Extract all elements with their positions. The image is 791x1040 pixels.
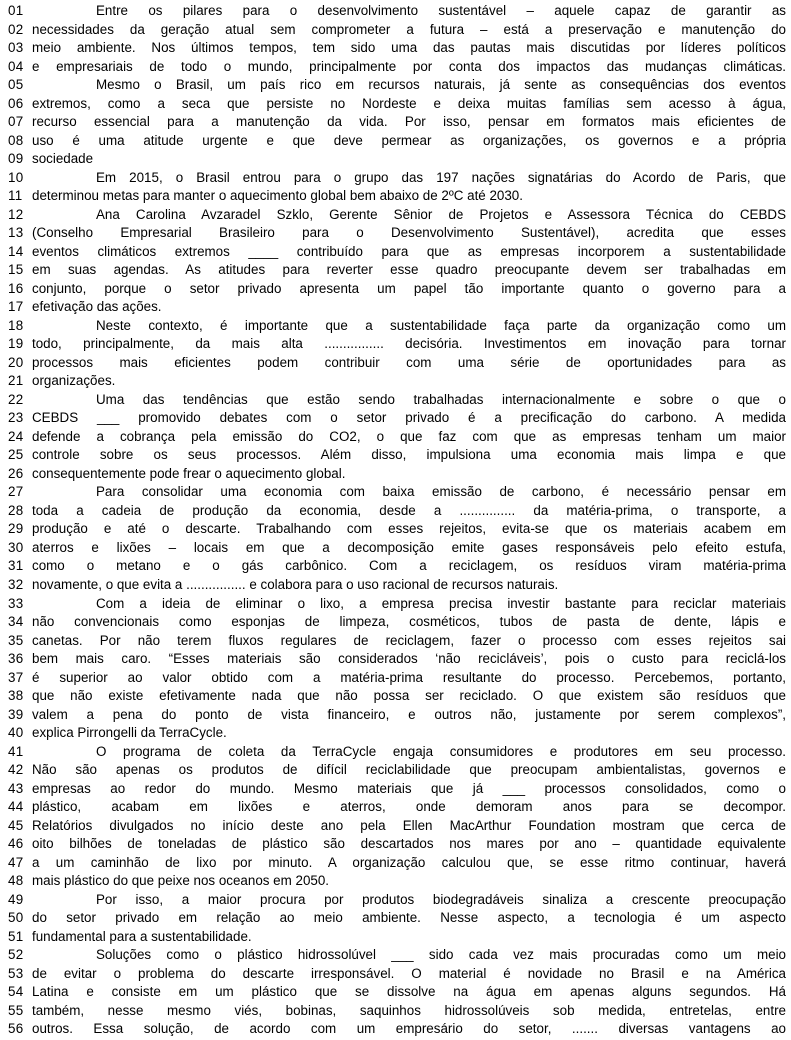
line-text: Não são apenas os produtos de difícil reciclabilidade que preocupam ambientalistas, governos e: [32, 762, 786, 778]
line-number: 47: [8, 854, 24, 870]
line-text: como o metano e o gás carbônico. Com a reciclagem, os resíduos viram matéria-prima: [32, 558, 786, 574]
text-line: [0, 206, 791, 225]
text-line: [0, 706, 791, 725]
line-text: Com a ideia de eliminar o lixo, a empresa precisa investir bastante para reciclar materiais: [96, 595, 786, 611]
text-line: [0, 298, 791, 317]
line-number: 01: [8, 3, 24, 18]
line-text: Entre os pilares para o desenvolvimento sustentável – aquele capaz de garantir as: [96, 3, 786, 18]
text-line: [0, 465, 791, 484]
line-number: 44: [8, 799, 24, 815]
text-line: [0, 169, 791, 188]
text-line: [0, 909, 791, 928]
line-text: produção e até o descarte. Trabalhando com esses rejeitos, evita-se que os materiais acabem em: [32, 521, 786, 537]
text-line: [0, 39, 791, 58]
line-number: 21: [8, 373, 24, 389]
text-line: [0, 21, 791, 40]
text-line: [0, 539, 791, 558]
text-line: [0, 335, 791, 354]
text-lines: [0, 2, 791, 1039]
line-text: explica Pirrongelli da TerraCycle.: [32, 725, 227, 741]
line-text: uso é uma atitude urgente e que deve permear as organizações, os governos e a própria: [32, 132, 786, 148]
line-text: Neste contexto, é importante que a sustentabilidade faça parte da organização como um: [96, 317, 786, 333]
line-text: não convencionais como esponjas de limpeza, cosméticos, tubos de pasta de dente, lápis e: [32, 614, 786, 630]
line-text: Mesmo o Brasil, um país rico em recursos naturais, já sente as consequências dos eventos: [96, 77, 786, 93]
line-number: 52: [8, 947, 24, 963]
line-number: 15: [8, 262, 24, 278]
text-line: [0, 891, 791, 910]
text-line: [0, 372, 791, 391]
line-text: mais plástico do que peixe nos oceanos em 2050.: [32, 873, 330, 889]
text-line: [0, 965, 791, 984]
line-number: 49: [8, 891, 24, 907]
line-text: novamente, o que evita a ................ e colabora para o uso racional de recursos naturais.: [32, 576, 559, 592]
text-line: [0, 132, 791, 151]
line-number: 41: [8, 743, 24, 759]
text-line: [0, 983, 791, 1002]
line-number: 45: [8, 817, 24, 833]
line-text: Ana Carolina Avzaradel Szklo, Gerente Sênior de Projetos e Assessora Técnica do CEBDS: [96, 206, 786, 222]
text-line: [0, 58, 791, 77]
text-line: [0, 613, 791, 632]
line-text: sociedade: [32, 151, 94, 167]
line-number: 27: [8, 484, 24, 500]
line-text: efetivação das ações.: [32, 299, 162, 315]
line-number: 39: [8, 706, 24, 722]
text-line: [0, 724, 791, 743]
text-line: [0, 502, 791, 521]
line-text: aterros e lixões – locais em que a decomposição emite gases responsáveis pelo efeito estufa,: [32, 539, 786, 555]
text-line: [0, 520, 791, 539]
text-line: [0, 224, 791, 243]
text-line: [0, 669, 791, 688]
line-number: 09: [8, 151, 24, 167]
text-line: [0, 409, 791, 428]
line-number: 32: [8, 576, 24, 592]
line-text: e empresariais de todo o mundo, principalmente por conta dos impactos das mudanças climáticas.: [32, 58, 786, 74]
line-text: fundamental para a sustentabilidade.: [32, 928, 252, 944]
text-line: [0, 1002, 791, 1021]
line-number: 29: [8, 521, 24, 537]
line-text: organizações.: [32, 373, 116, 389]
line-text: todo, principalmente, da mais alta ................ decisória. Investimentos em inovação para tornar: [32, 336, 786, 352]
line-text: meio ambiente. Nos últimos tempos, tem sido uma das pautas mais discutidas por líderes políticos: [32, 40, 786, 56]
line-text: Em 2015, o Brasil entrou para o grupo das 197 nações signatárias do Acordo de Paris, que: [96, 169, 786, 185]
text-line: [0, 113, 791, 132]
line-number: 04: [8, 58, 24, 74]
line-number: 03: [8, 40, 24, 56]
line-text: empresas ao redor do mundo. Mesmo materiais que já ___ processos consolidados, como o: [32, 780, 786, 796]
text-line: [0, 798, 791, 817]
line-number: 16: [8, 280, 24, 296]
text-line: [0, 280, 791, 299]
line-number: 12: [8, 206, 24, 222]
line-number: 54: [8, 984, 24, 1000]
line-text: Por isso, a maior procura por produtos biodegradáveis sinaliza a crescente preocupação: [96, 891, 786, 907]
line-text: em suas agendas. As atitudes para reverter esse quadro preocupante devem ser trabalhadas em: [32, 262, 786, 278]
line-number: 19: [8, 336, 24, 352]
text-line: [0, 687, 791, 706]
line-text: oito bilhões de toneladas de plástico são descartados nos mares por ano – quantidade equivalente: [32, 836, 786, 852]
line-text: é superior ao valor obtido com a matéria-prima resultante do processo. Percebemos, portanto,: [32, 669, 786, 685]
line-number: 38: [8, 688, 24, 704]
text-line: [0, 928, 791, 947]
line-text: Uma das tendências que estão sendo trabalhadas internacionalmente e sobre o que o: [96, 391, 786, 407]
line-text: (Conselho Empresarial Brasileiro para o Desenvolvimento Sustentável), acredita que esses: [32, 225, 786, 241]
line-number: 13: [8, 225, 24, 241]
line-text: canetas. Por não terem fluxos regulares de reciclagem, fazer o processo com esses rejeitos sai: [32, 632, 786, 648]
line-text: também, nesse mesmo viés, bobinas, saquinhos hidrossolúveis sob medida, entretelas, entre: [32, 1002, 786, 1018]
text-line: [0, 243, 791, 262]
text-line: [0, 261, 791, 280]
line-number: 26: [8, 465, 24, 481]
line-number: 31: [8, 558, 24, 574]
line-text: Relatórios divulgados no início deste ano pela Ellen MacArthur Foundation mostram que cerca de: [32, 817, 786, 833]
line-number: 55: [8, 1002, 24, 1018]
line-number: 50: [8, 910, 24, 926]
text-line: [0, 391, 791, 410]
line-text: Latina e consiste em um plástico que se dissolve na água em apenas alguns segundos. Há: [32, 984, 786, 1000]
line-text: toda a cadeia de produção da economia, desde a ............... da matéria-prima, o transporte, a: [32, 502, 786, 518]
line-number: 07: [8, 114, 24, 130]
line-text: valem a pena do ponto de vista financeiro, e outros não, justamente por serem complexos”,: [32, 706, 786, 722]
line-text: consequentemente pode frear o aquecimento global.: [32, 465, 346, 481]
text-line: [0, 2, 791, 21]
text-line: [0, 650, 791, 669]
text-line: [0, 95, 791, 114]
line-text: processos mais eficientes podem contribuir com uma série de oportunidades para as: [32, 354, 786, 370]
text-line: [0, 854, 791, 873]
line-number: 43: [8, 780, 24, 796]
line-number: 14: [8, 243, 24, 259]
line-text: plástico, acabam em lixões e aterros, onde demoram anos para se decompor.: [32, 799, 786, 815]
line-number: 51: [8, 928, 24, 944]
line-text: defende a cobrança pela emissão do CO2, o que faz com que as empresas tenham um maior: [32, 428, 786, 444]
text-line: [0, 835, 791, 854]
line-number: 25: [8, 447, 24, 463]
line-text: determinou metas para manter o aquecimento global bem abaixo de 2ºC até 2030.: [32, 188, 523, 204]
text-line: [0, 946, 791, 965]
line-number: 08: [8, 132, 24, 148]
line-text: extremos, como a seca que persiste no Nordeste e deixa muitas famílias sem acesso à água,: [32, 95, 786, 111]
line-text: O programa de coleta da TerraCycle engaja consumidores e produtores em seu processo.: [96, 743, 786, 759]
text-line: [0, 150, 791, 169]
text-line: [0, 780, 791, 799]
text-line: [0, 187, 791, 206]
line-text: conjunto, porque o setor privado apresenta um papel tão importante quanto o governo para a: [32, 280, 786, 296]
text-line: [0, 354, 791, 373]
line-text: de evitar o problema do descarte irresponsável. O material é novidade no Brasil e na América: [32, 965, 786, 981]
line-text: Soluções como o plástico hidrossolúvel ___ sido cada vez mais procuradas como um meio: [96, 947, 786, 963]
line-text: que não existe efetivamente nada que não possa ser reciclado. O que existem são resíduos que: [32, 688, 786, 704]
line-number: 53: [8, 965, 24, 981]
line-text: CEBDS ___ promovido debates com o setor privado é a precificação do carbono. A medida: [32, 410, 786, 426]
line-number: 24: [8, 428, 24, 444]
text-line: [0, 576, 791, 595]
line-text: necessidades da geração atual sem comprometer a futura – está a preservação e manutenção do: [32, 21, 786, 37]
text-line: [0, 1020, 791, 1039]
line-text: Para consolidar uma economia com baixa emissão de carbono, é necessário pensar em: [96, 484, 786, 500]
line-number: 10: [8, 169, 24, 185]
line-number: 36: [8, 651, 24, 667]
text-line: [0, 872, 791, 891]
line-text: outros. Essa solução, de acordo com um empresário do setor, ....... diversas vantagens ao: [32, 1021, 786, 1037]
line-number: 34: [8, 614, 24, 630]
line-number: 30: [8, 539, 24, 555]
line-text: a um caminhão de lixo por minuto. A organização calculou que, se esse ritmo continuar, haverá: [32, 854, 786, 870]
line-number: 02: [8, 21, 24, 37]
line-text: recurso essencial para a manutenção da vida. Por isso, pensar em formatos mais eficientes de: [32, 114, 786, 130]
text-line: [0, 317, 791, 336]
text-line: [0, 632, 791, 651]
line-number: 48: [8, 873, 24, 889]
line-number: 46: [8, 836, 24, 852]
line-number: 06: [8, 95, 24, 111]
line-text: controle sobre os seus processos. Além disso, impulsiona uma economia mais limpa e que: [32, 447, 786, 463]
line-number: 23: [8, 410, 24, 426]
line-number: 28: [8, 502, 24, 518]
line-number: 42: [8, 762, 24, 778]
text-line: [0, 428, 791, 447]
line-number: 22: [8, 391, 24, 407]
text-line: [0, 761, 791, 780]
line-number: 17: [8, 299, 24, 315]
line-number: 37: [8, 669, 24, 685]
line-number: 11: [8, 188, 23, 204]
line-text: do setor privado em relação ao meio ambiente. Nesse aspecto, a tecnologia é um aspecto: [32, 910, 786, 926]
line-number: 05: [8, 77, 24, 93]
text-line: [0, 595, 791, 614]
text-line: [0, 743, 791, 762]
text-line: [0, 446, 791, 465]
text-line: [0, 817, 791, 836]
line-number: 20: [8, 354, 24, 370]
text-line: [0, 483, 791, 502]
text-line: [0, 76, 791, 95]
line-number: 40: [8, 725, 24, 741]
line-number: 33: [8, 595, 24, 611]
line-number: 35: [8, 632, 24, 648]
line-number: 18: [8, 317, 24, 333]
line-text: bem mais caro. “Esses materiais são considerados ‘não recicláveis’, pois o custo para reciclá-los: [32, 651, 786, 667]
line-text: eventos climáticos extremos ____ contribuído para que as empresas incorporem a sustentabilidade: [32, 243, 786, 259]
text-line: [0, 557, 791, 576]
line-number: 56: [8, 1021, 24, 1037]
